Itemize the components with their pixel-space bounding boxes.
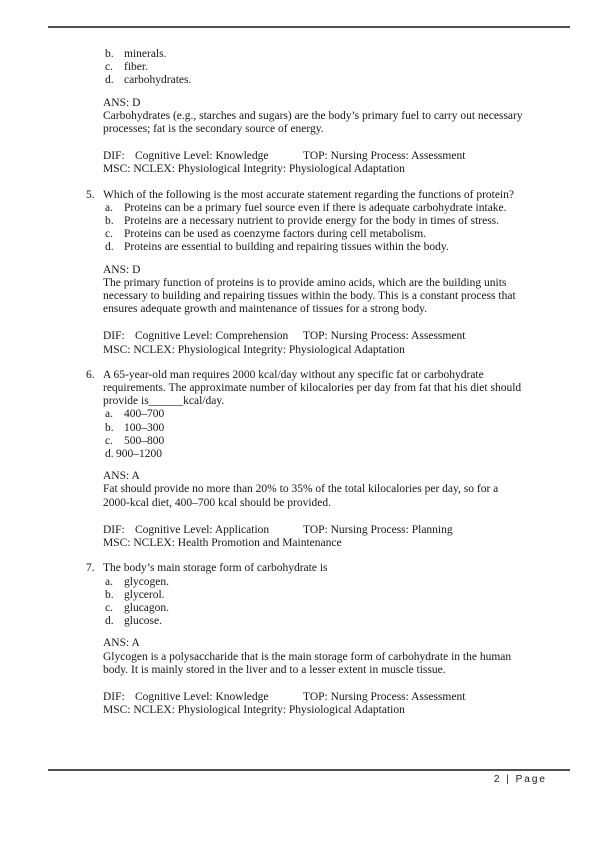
dif-label: DIF: <box>103 330 125 343</box>
dif-row <box>103 524 555 537</box>
rationale-text: The primary function of proteins is to provide amino acids, which are the building units necessary to building and repairing tissues within the body. This is a constant process that ensures adequate growth and maintenance of tissues for a strong body. <box>103 276 516 316</box>
answer-block <box>103 470 555 510</box>
answer-line: ANS: A <box>103 470 140 483</box>
metadata-block <box>103 524 555 550</box>
answer-option <box>105 435 555 448</box>
answer-line: ANS: A <box>103 637 140 650</box>
option-letter: b. <box>105 421 114 434</box>
option-text: 500–800 <box>124 434 165 447</box>
answer-option <box>105 74 555 87</box>
rationale-text: Glycogen is a polysaccharide that is the main storage form of carbohydrate in the human body. It is mainly stored in the liver and to a lesser extent in muscle tissue. <box>103 650 512 676</box>
question-5 <box>86 188 555 357</box>
option-letter: a. <box>105 575 113 588</box>
answer-options <box>103 408 555 461</box>
dif-value: Cognitive Level: Knowledge <box>135 690 269 703</box>
answer-option <box>105 202 555 215</box>
msc-row: MSC: NCLEX: Physiological Integrity: Physiological Adaptation <box>103 343 405 356</box>
question-number: 7. <box>86 562 95 575</box>
option-text: Proteins are essential to building and repairing tissues within the body. <box>124 241 449 254</box>
question-number: 5. <box>86 188 95 201</box>
metadata-block <box>103 150 555 176</box>
option-letter: a. <box>105 408 113 421</box>
question-text: Which of the following is the most accurate statement regarding the functions of protein? <box>103 188 514 201</box>
header-divider <box>48 26 570 28</box>
option-text: fiber. <box>124 61 148 74</box>
metadata-block <box>103 691 555 717</box>
option-letter: d. <box>105 241 114 254</box>
option-text: Proteins can be a primary fuel source even if there is adequate carbohydrate intake. <box>124 201 507 214</box>
answer-option <box>105 576 555 589</box>
option-text: Proteins are a necessary nutrient to provide energy for the body in times of stress. <box>124 215 500 228</box>
option-text: 900–1200 <box>116 448 162 461</box>
question-4-continuation <box>103 48 555 177</box>
page-number: 2 | Page <box>493 774 547 785</box>
option-text: glycerol. <box>124 588 165 601</box>
question-6 <box>86 368 555 550</box>
question-number: 6. <box>86 368 95 381</box>
answer-options <box>103 48 555 88</box>
answer-line: ANS: D <box>103 96 141 109</box>
answer-option <box>105 228 555 241</box>
answer-options <box>103 202 555 255</box>
answer-option <box>105 589 555 602</box>
option-letter: a. <box>105 201 113 214</box>
answer-block <box>103 97 555 137</box>
option-letter: c. <box>105 601 113 614</box>
msc-row: MSC: NCLEX: Physiological Integrity: Physiological Adaptation <box>103 163 405 176</box>
dif-row <box>103 691 555 704</box>
answer-option <box>105 615 555 628</box>
option-text: carbohydrates. <box>124 74 192 87</box>
question-text: The body’s main storage form of carbohydrate is <box>103 562 328 575</box>
option-letter: c. <box>105 61 113 74</box>
top-value: TOP: Nursing Process: Assessment <box>303 690 466 703</box>
option-letter: b. <box>105 588 114 601</box>
option-text: 100–300 <box>124 421 165 434</box>
option-letter: d. <box>105 448 114 461</box>
top-value: TOP: Nursing Process: Assessment <box>303 330 466 343</box>
answer-block <box>103 637 555 677</box>
dif-value: Cognitive Level: Knowledge <box>135 150 269 163</box>
answer-option <box>105 602 555 615</box>
answer-line: ANS: D <box>103 263 141 276</box>
footer-divider <box>48 769 570 771</box>
top-value: TOP: Nursing Process: Assessment <box>303 150 466 163</box>
option-letter: d. <box>105 615 114 628</box>
option-text: minerals. <box>124 48 167 60</box>
dif-value: Cognitive Level: Comprehension <box>135 330 289 343</box>
option-text: 400–700 <box>124 408 165 421</box>
option-text: Proteins can be used as coenzyme factors during cell metabolism. <box>124 228 427 241</box>
dif-label: DIF: <box>103 150 125 163</box>
answer-option <box>105 241 555 254</box>
document-content <box>86 48 555 717</box>
answer-option <box>105 422 555 435</box>
answer-option <box>105 215 555 228</box>
dif-row <box>103 330 555 343</box>
dif-label: DIF: <box>103 690 125 703</box>
dif-value: Cognitive Level: Application <box>135 523 270 536</box>
rationale-text: Carbohydrates (e.g., starches and sugars) are the body’s primary fuel to carry out necessary processes; fat is the secondary source of energy. <box>103 109 523 136</box>
answer-option <box>105 448 555 461</box>
dif-row <box>103 150 555 163</box>
answer-option <box>105 48 555 61</box>
option-text: glycogen. <box>124 575 170 588</box>
question-7 <box>86 562 555 717</box>
dif-label: DIF: <box>103 523 125 536</box>
answer-block <box>103 264 555 317</box>
option-text: glucose. <box>124 615 163 628</box>
metadata-block <box>103 330 555 356</box>
option-letter: c. <box>105 228 113 241</box>
msc-row: MSC: NCLEX: Physiological Integrity: Physiological Adaptation <box>103 704 405 717</box>
option-letter: b. <box>105 48 114 60</box>
rationale-text: Fat should provide no more than 20% to 35% of the total kilocalories per day, so for a 2000-kcal diet, 400–700 kcal should be provided. <box>103 483 499 509</box>
option-letter: b. <box>105 215 114 228</box>
option-text: glucagon. <box>124 601 170 614</box>
msc-row: MSC: NCLEX: Health Promotion and Maintenance <box>103 537 342 550</box>
answer-options <box>103 576 555 629</box>
option-letter: d. <box>105 74 114 87</box>
option-letter: c. <box>105 434 113 447</box>
top-value: TOP: Nursing Process: Planning <box>303 523 453 536</box>
answer-option <box>105 408 555 421</box>
answer-option <box>105 61 555 74</box>
question-text: A 65-year-old man requires 2000 kcal/day without any specific fat or carbohydrate requirements. The approximate number of kilocalories per day from fat that his diet should provide is______kcal/day. <box>103 368 522 408</box>
